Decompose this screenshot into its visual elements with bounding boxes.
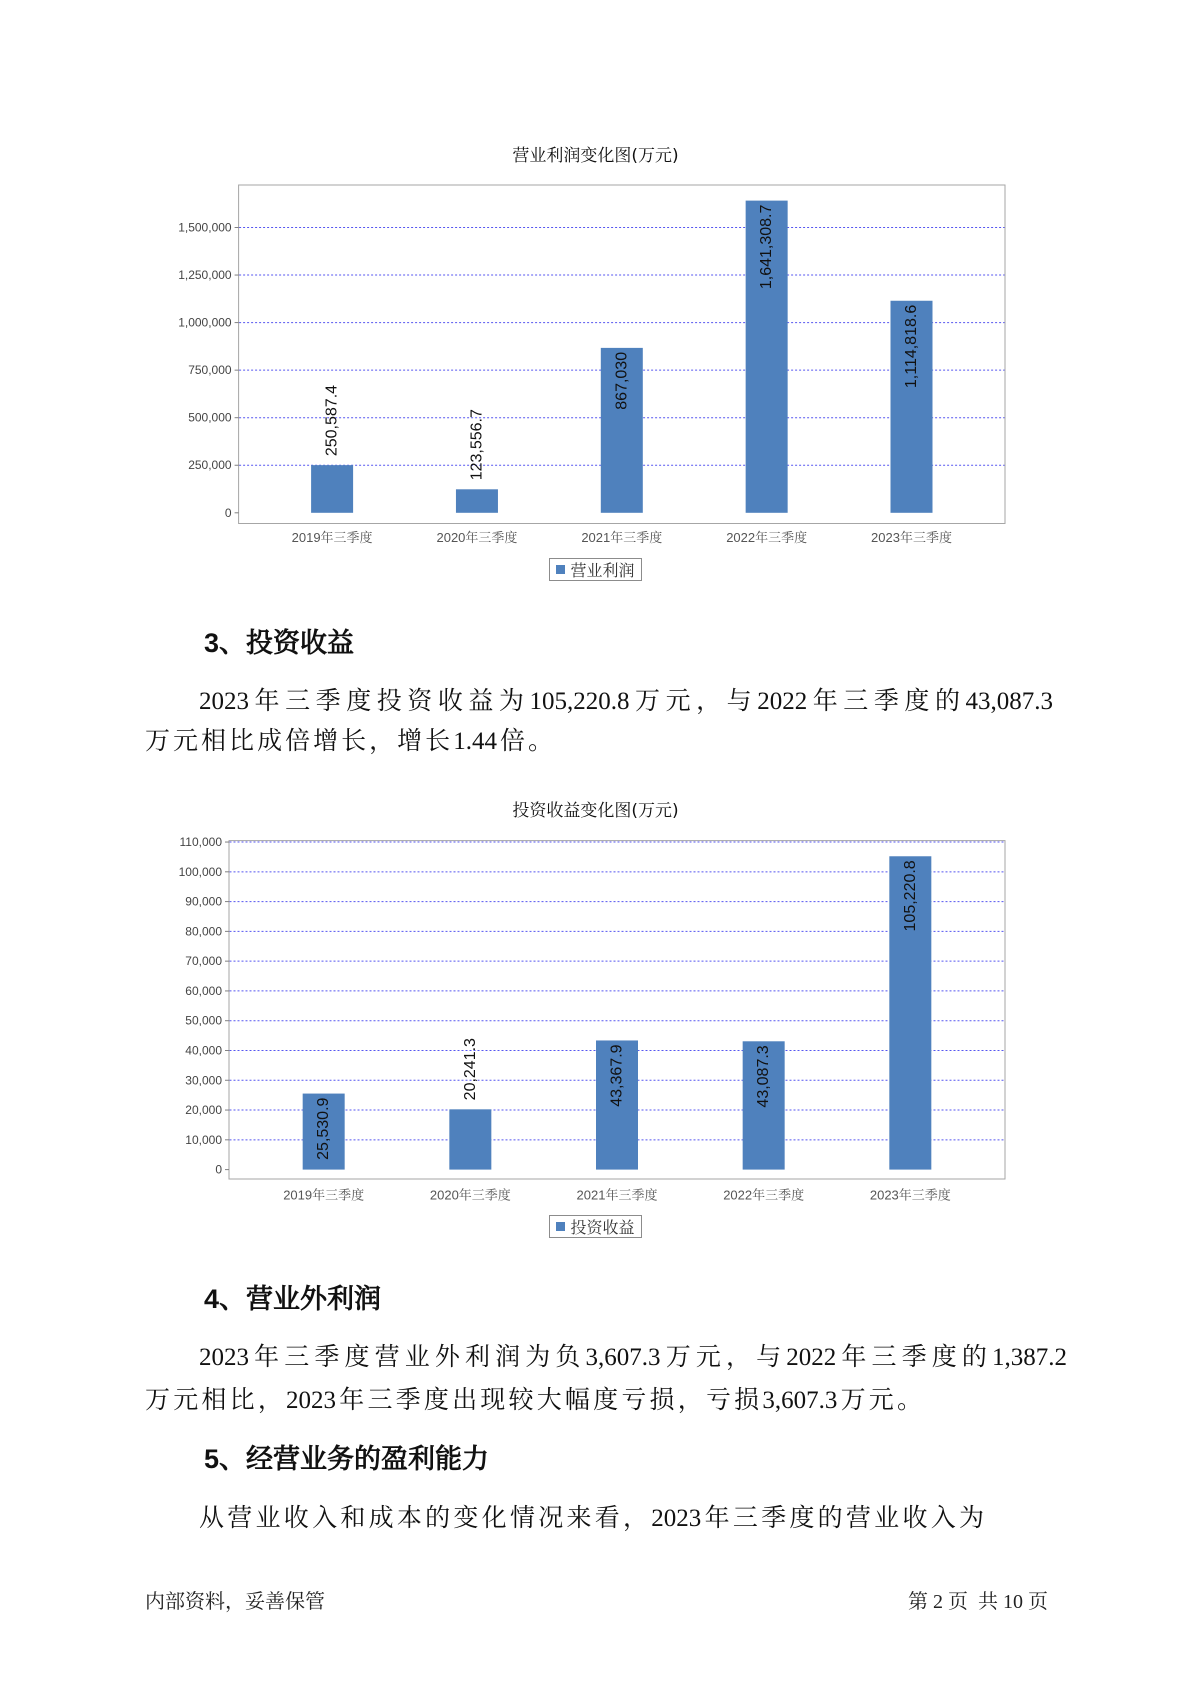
- investment-income-ytick-label: 100,000: [178, 864, 222, 879]
- investment-income-ytick-label: 40,000: [185, 1043, 222, 1058]
- operating-profit-bar-value-label: 867,030: [613, 351, 631, 410]
- section-heading-profitability: 5、经营业务的盈利能力: [204, 1444, 490, 1474]
- operating-profit-chart-title: 营业利润变化图(万元): [512, 146, 679, 166]
- legend-swatch-icon: [556, 1222, 565, 1231]
- investment-income-category-label: 2021年三季度: [576, 1187, 658, 1203]
- operating-profit-ytick-label: 1,500,000: [178, 220, 232, 235]
- investment-income-bar-value-label: 20,241.3: [461, 1038, 479, 1101]
- operating-profit-category-label: 2022年三季度: [726, 530, 808, 545]
- paragraph-line: 万元相比成倍增长，增长1.44倍。: [145, 728, 553, 755]
- operating-profit-category-label: 2020年三季度: [436, 530, 518, 545]
- investment-income-ytick-label: 80,000: [185, 924, 222, 939]
- paragraph-line: 2023年三季度投资收益为105,220.8万元，与2022年三季度的43,087.3: [199, 688, 1053, 715]
- investment-income-ytick-label: 110,000: [179, 835, 222, 850]
- investment-income-chart: [0, 830, 1191, 1210]
- operating-profit-ytick-label: 750,000: [188, 363, 232, 378]
- operating-profit-ytick-label: 1,000,000: [178, 315, 232, 330]
- operating-profit-ytick-label: 0: [224, 505, 232, 520]
- paragraph-line: 万元相比，2023年三季度出现较大幅度亏损，亏损3,607.3万元。: [145, 1387, 922, 1414]
- paragraph-line: 从营业收入和成本的变化情况来看，2023年三季度的营业收入为: [199, 1505, 984, 1532]
- investment-income-ytick-label: 70,000: [185, 954, 222, 969]
- investment-income-category-label: 2020年三季度: [429, 1187, 511, 1203]
- investment-income-bar-value-label: 105,220.8: [901, 860, 919, 932]
- investment-income-bar-value-label: 43,087.3: [755, 1045, 773, 1108]
- operating-profit-chart: [0, 175, 1191, 555]
- operating-profit-bar-value-label: 123,556.7: [468, 409, 486, 481]
- investment-income-ytick-label: 90,000: [185, 894, 222, 909]
- investment-income-ytick-label: 50,000: [185, 1013, 222, 1028]
- investment-income-chart-title: 投资收益变化图(万元): [512, 801, 679, 821]
- operating-profit-bar-2: [456, 489, 498, 513]
- operating-profit-ytick-label: 500,000: [188, 410, 232, 425]
- investment-income-ytick-label: 0: [215, 1162, 222, 1177]
- legend-label: 投资收益: [570, 1220, 635, 1237]
- operating-profit-category-label: 2023年三季度: [871, 530, 952, 545]
- operating-profit-bar-1: [311, 465, 353, 513]
- investment-income-bar-value-label: 25,530.9: [315, 1097, 333, 1160]
- legend-label: 营业利润: [570, 563, 635, 580]
- operating-profit-bar-value-label: 1,641,308.7: [758, 204, 776, 290]
- investment-income-ytick-label: 60,000: [185, 983, 222, 998]
- investment-income-ytick-label: 20,000: [185, 1103, 222, 1118]
- paragraph-line: 2023年三季度营业外利润为负3,607.3万元，与2022年三季度的1,387.2: [199, 1344, 1067, 1371]
- operating-profit-category-label: 2019年三季度: [291, 530, 373, 545]
- operating-profit-bar-value-label: 250,587.4: [323, 384, 341, 457]
- section-heading-non-operating-profit: 4、营业外利润: [204, 1284, 382, 1314]
- footer-page-number: 第 2 页 共 10 页: [908, 1591, 1048, 1613]
- section-heading-investment-income: 3、投资收益: [204, 628, 355, 658]
- investment-income-bar-2: [449, 1109, 491, 1169]
- investment-income-legend: [549, 1215, 642, 1238]
- operating-profit-category-label: 2021年三季度: [581, 530, 663, 545]
- investment-income-category-label: 2019年三季度: [283, 1187, 365, 1203]
- investment-income-category-label: 2023年三季度: [869, 1187, 951, 1203]
- investment-income-category-label: 2022年三季度: [723, 1187, 805, 1203]
- legend-swatch-icon: [556, 565, 565, 574]
- investment-income-bar-value-label: 43,367.9: [608, 1044, 626, 1107]
- operating-profit-legend: [549, 558, 642, 581]
- investment-income-ytick-label: 10,000: [185, 1132, 222, 1147]
- operating-profit-ytick-label: 1,250,000: [178, 268, 232, 283]
- operating-profit-bar-value-label: 1,114,818.6: [902, 304, 920, 389]
- operating-profit-ytick-label: 250,000: [188, 458, 232, 473]
- investment-income-ytick-label: 30,000: [185, 1073, 222, 1088]
- footer-confidential-note: 内部资料，妥善保管: [145, 1591, 325, 1613]
